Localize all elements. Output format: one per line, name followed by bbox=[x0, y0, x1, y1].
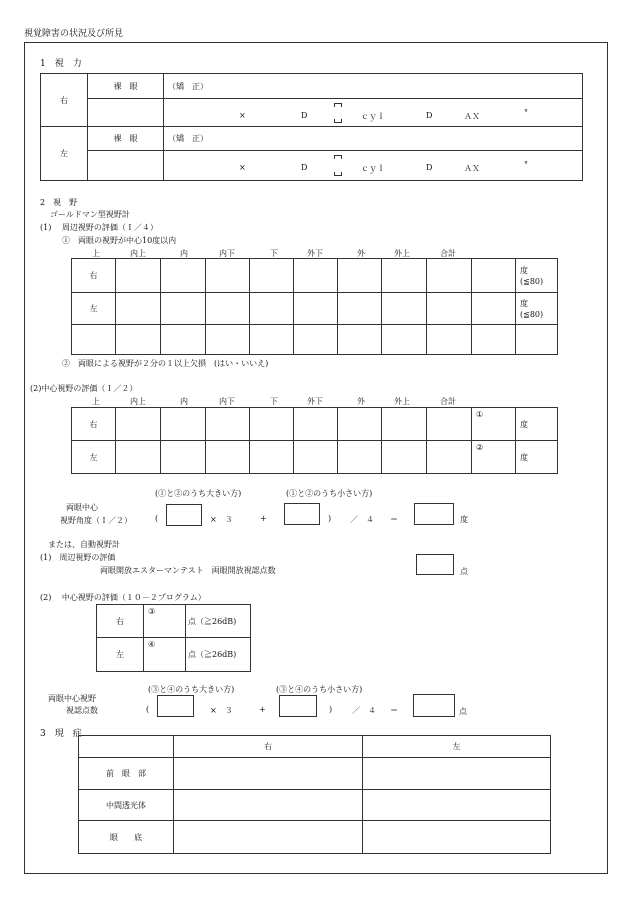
limit-note: (≦80) bbox=[520, 276, 544, 286]
cell[interactable] bbox=[382, 293, 427, 325]
mark-cell-4[interactable]: ④ bbox=[144, 638, 186, 672]
formula-label-bottom: 視認点数 bbox=[66, 706, 98, 715]
result-score-box[interactable] bbox=[413, 694, 455, 717]
within-10deg-label: ① 両眼の視野が中心10度以内 bbox=[62, 236, 177, 245]
cell[interactable] bbox=[382, 259, 427, 293]
open-paren: ( bbox=[146, 705, 150, 714]
cell[interactable] bbox=[250, 441, 294, 474]
cell[interactable] bbox=[382, 441, 427, 474]
cell[interactable] bbox=[116, 325, 161, 355]
cell[interactable] bbox=[116, 441, 161, 474]
cell[interactable] bbox=[161, 325, 206, 355]
cell[interactable] bbox=[294, 293, 338, 325]
findings-header-blank bbox=[79, 736, 174, 758]
cell[interactable] bbox=[250, 293, 294, 325]
result-angle-box[interactable] bbox=[414, 503, 454, 525]
cell[interactable] bbox=[206, 441, 250, 474]
peripheral-field-table bbox=[71, 258, 558, 355]
cell[interactable] bbox=[472, 293, 516, 325]
corrected-label: （矯 正） bbox=[164, 127, 583, 151]
mark-cell-3[interactable]: ③ bbox=[144, 605, 186, 638]
cell[interactable] bbox=[427, 441, 472, 474]
unit-degree: 度 bbox=[460, 515, 468, 524]
equals-sign: ＝ bbox=[390, 515, 398, 524]
cell[interactable] bbox=[250, 325, 294, 355]
half-defect-question: ② 両眼による視野が２分の１以上欠損 (はい・いいえ) bbox=[62, 359, 269, 368]
cell[interactable] bbox=[294, 441, 338, 474]
cell[interactable] bbox=[250, 408, 294, 441]
bracket-top bbox=[334, 155, 342, 159]
naked-eye-value-left[interactable] bbox=[88, 151, 164, 181]
cell[interactable] bbox=[427, 259, 472, 293]
divide-four: ／ ４ bbox=[350, 515, 374, 524]
eye-label-left: 左 bbox=[72, 293, 116, 325]
goldmann-label: ゴールドマン型視野計 bbox=[50, 210, 130, 219]
corrected-formula-right[interactable]: × D ｃｙｌ D ＡＸ ° bbox=[164, 99, 583, 127]
cell[interactable] bbox=[116, 259, 161, 293]
cell[interactable] bbox=[382, 408, 427, 441]
cell[interactable] bbox=[338, 408, 382, 441]
corrected-label: （矯 正） bbox=[164, 74, 583, 99]
cell[interactable] bbox=[294, 325, 338, 355]
larger-value-box[interactable] bbox=[166, 504, 202, 526]
anterior-right-cell[interactable] bbox=[174, 758, 363, 790]
corrected-formula-left[interactable]: × D ｃｙｌ D ＡＸ ° bbox=[164, 151, 583, 181]
unit-degree: 度 bbox=[520, 298, 528, 308]
unit-degree: 度 bbox=[516, 441, 558, 474]
cell[interactable] bbox=[382, 325, 427, 355]
media-right-cell[interactable] bbox=[174, 790, 363, 821]
formula-label-top: 両眼中心視野 bbox=[48, 694, 96, 703]
naked-eye-label: 裸 眼 bbox=[88, 74, 164, 99]
cell[interactable] bbox=[294, 259, 338, 293]
automated-peripheral-title: (1) 周辺視野の評価 bbox=[40, 553, 116, 562]
cell[interactable] bbox=[250, 259, 294, 293]
bracket-top bbox=[334, 103, 342, 107]
eye-label-right: 右 bbox=[72, 408, 116, 441]
cell[interactable] bbox=[516, 325, 558, 355]
naked-eye-value-right[interactable] bbox=[88, 99, 164, 127]
automated-title: または、自動視野計 bbox=[48, 540, 120, 549]
cell[interactable] bbox=[338, 259, 382, 293]
peripheral-eval-title: (1) 周辺視野の評価（Ｉ／４） bbox=[40, 223, 158, 232]
cell[interactable] bbox=[161, 441, 206, 474]
cell[interactable] bbox=[116, 293, 161, 325]
eye-label-left: 左 bbox=[41, 127, 88, 181]
cell[interactable] bbox=[161, 293, 206, 325]
open-paren: ( bbox=[155, 514, 159, 523]
section-visual-field-heading: 2 視 野 bbox=[40, 198, 78, 207]
eye-label-right: 右 bbox=[97, 605, 144, 638]
cell[interactable] bbox=[116, 408, 161, 441]
mark-cell-1[interactable]: ① bbox=[472, 408, 516, 441]
unit-points-db: 点（≧26dB) bbox=[186, 605, 251, 638]
times-three: × ３ bbox=[210, 515, 233, 524]
close-paren: ) bbox=[328, 514, 332, 523]
section-visual-acuity-heading: 1 視 力 bbox=[40, 59, 82, 69]
central-field-table bbox=[71, 407, 558, 474]
cell[interactable] bbox=[427, 408, 472, 441]
cell[interactable] bbox=[161, 259, 206, 293]
bracket-bottom bbox=[334, 119, 342, 123]
unit-cell bbox=[516, 293, 558, 325]
cell[interactable] bbox=[206, 325, 250, 355]
visual-acuity-table bbox=[40, 73, 583, 181]
unit-degree: 度 bbox=[520, 265, 528, 275]
plus-sign: + bbox=[260, 514, 267, 523]
formula-label-top: 両眼中心 bbox=[66, 503, 98, 512]
findings-header-right: 右 bbox=[174, 736, 363, 758]
naked-eye-label: 裸 眼 bbox=[88, 127, 164, 151]
row-label-media: 中間透光体 bbox=[79, 790, 174, 821]
fundus-right-cell[interactable] bbox=[174, 821, 363, 854]
central-eval-title: (2)中心視野の評価（Ｉ／２） bbox=[30, 384, 138, 393]
formula-label-bottom: 視野角度（Ｉ／２） bbox=[60, 516, 132, 525]
unit-degree: 度 bbox=[516, 408, 558, 441]
findings-table bbox=[78, 735, 551, 854]
divide-four: ／ ４ bbox=[352, 706, 376, 715]
unit-points-db: 点（≧26dB) bbox=[186, 638, 251, 672]
fundus-left-cell[interactable] bbox=[363, 821, 551, 854]
equals-sign: ＝ bbox=[390, 706, 398, 715]
cell[interactable] bbox=[161, 408, 206, 441]
cell[interactable] bbox=[206, 293, 250, 325]
hint-smaller: (③と④のうち小さい方) bbox=[276, 685, 363, 694]
cell[interactable] bbox=[427, 325, 472, 355]
automated-central-title: (2) 中心視野の評価（１０－２プログラム） bbox=[40, 593, 206, 602]
eye-label-right: 右 bbox=[41, 74, 88, 127]
esterman-label: 両眼開放エスターマンテスト 両眼開放視認点数 bbox=[100, 566, 276, 575]
eye-label-left: 左 bbox=[97, 638, 144, 672]
plus-sign: + bbox=[259, 705, 266, 714]
cell[interactable] bbox=[338, 441, 382, 474]
limit-note: (≦80) bbox=[520, 309, 544, 319]
mark-cell-2[interactable]: ② bbox=[472, 441, 516, 474]
unit-cell bbox=[516, 259, 558, 293]
cell[interactable] bbox=[472, 325, 516, 355]
cell[interactable] bbox=[472, 259, 516, 293]
cell[interactable] bbox=[294, 408, 338, 441]
larger-score-box[interactable] bbox=[157, 695, 194, 717]
eye-label-right: 右 bbox=[72, 259, 116, 293]
cell[interactable] bbox=[338, 293, 382, 325]
cell bbox=[72, 325, 116, 355]
document-title: 視覚障害の状況及び所見 bbox=[24, 29, 124, 39]
hint-larger: (③と④のうち大きい方) bbox=[148, 685, 235, 694]
cell[interactable] bbox=[206, 259, 250, 293]
section-findings-heading: 3 現 症 bbox=[40, 729, 82, 739]
unit-points: 点 bbox=[460, 567, 468, 576]
close-paren: ) bbox=[329, 705, 333, 714]
central-program-table bbox=[96, 604, 251, 672]
media-left-cell[interactable] bbox=[363, 790, 551, 821]
smaller-value-box[interactable] bbox=[284, 503, 320, 525]
findings-header-left: 左 bbox=[363, 736, 551, 758]
eye-label-left: 左 bbox=[72, 441, 116, 474]
anterior-left-cell[interactable] bbox=[363, 758, 551, 790]
cell[interactable] bbox=[338, 325, 382, 355]
bracket-bottom bbox=[334, 172, 342, 176]
smaller-score-box[interactable] bbox=[279, 695, 317, 717]
row-label-fundus: 眼 底 bbox=[79, 821, 174, 854]
cell[interactable] bbox=[427, 293, 472, 325]
esterman-score-box[interactable] bbox=[416, 554, 454, 575]
row-label-anterior: 前 眼 部 bbox=[79, 758, 174, 790]
hint-smaller: (①と②のうち小さい方) bbox=[286, 489, 373, 498]
times-three: × ３ bbox=[210, 706, 233, 715]
cell[interactable] bbox=[206, 408, 250, 441]
hint-larger: (①と②のうち大きい方) bbox=[155, 489, 242, 498]
unit-points: 点 bbox=[459, 707, 467, 716]
